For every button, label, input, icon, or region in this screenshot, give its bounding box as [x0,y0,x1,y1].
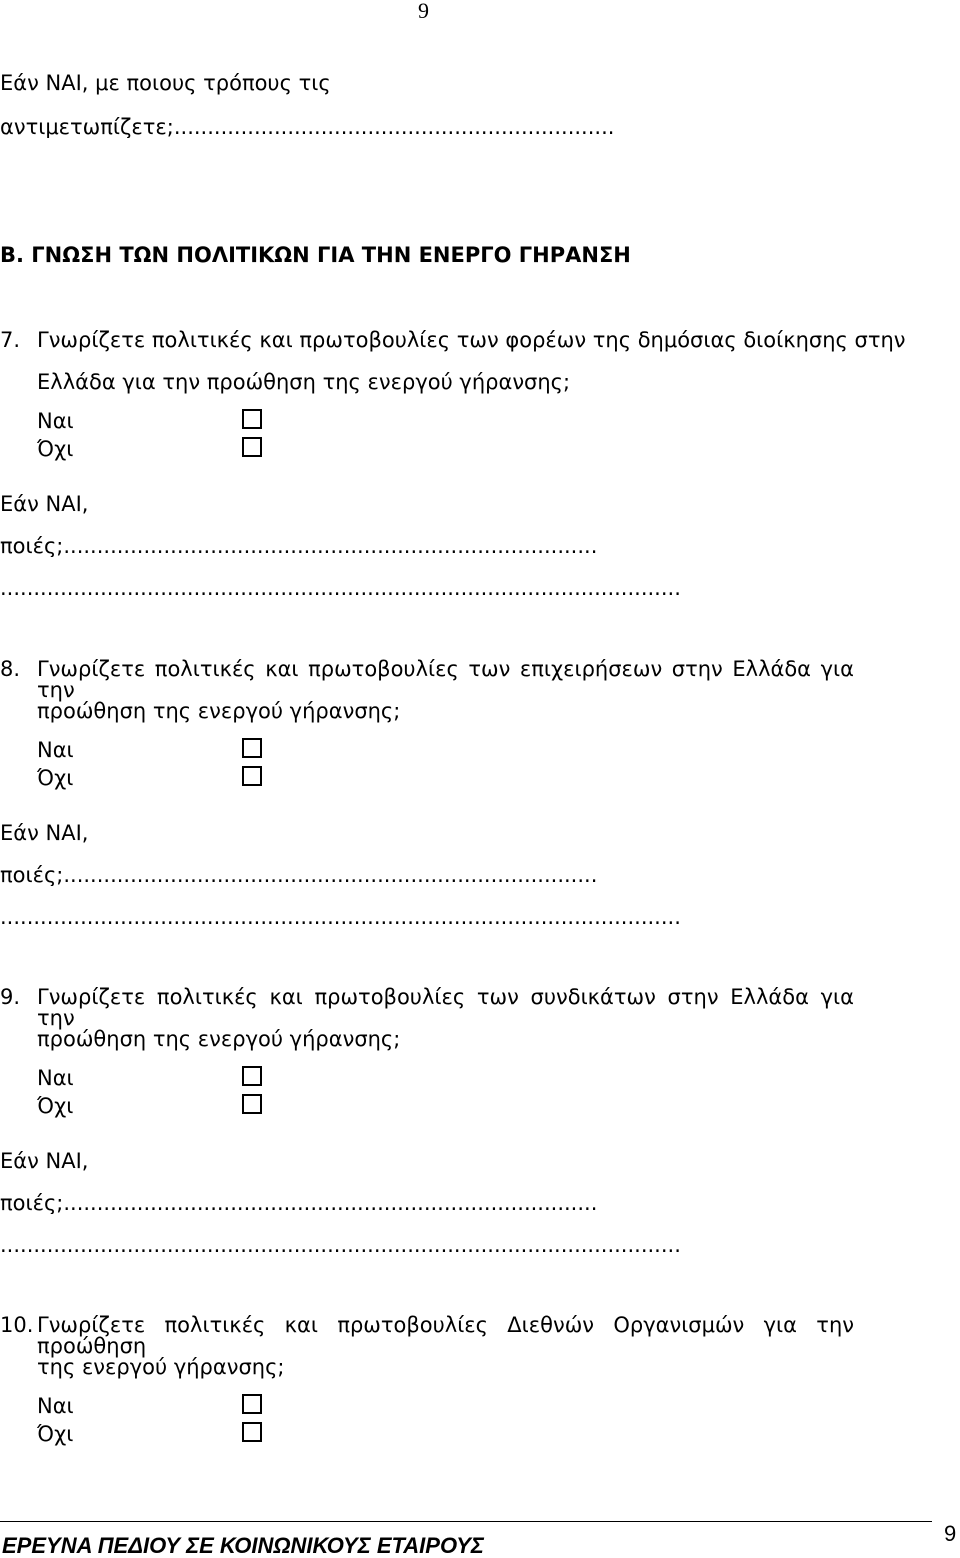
q8-yes-checkbox[interactable] [242,738,262,758]
q7-option-no-label: Όχι [37,437,74,461]
q10-option-no-label: Όχι [37,1422,74,1446]
q9-number: 9. [0,985,21,1009]
q8-answer-dots[interactable]: ...................................................................................................... [0,907,681,928]
q7-yes-checkbox[interactable] [242,409,262,429]
page-number-top: 9 [418,0,429,23]
q10-yes-checkbox[interactable] [242,1394,262,1414]
q8-option-no-label: Όχι [37,766,74,790]
q10-number: 10. [0,1313,34,1337]
q9-if-yes: Εάν ΝΑΙ, [0,1149,89,1173]
q9-which-field[interactable]: ποιές;................................................................................ [0,1193,598,1214]
q7-which-field[interactable]: ποιές;................................................................................ [0,536,598,557]
q10-text-line-1: Γνωρίζετε πολιτικές και πρωτοβουλίες Διεθνών Οργανισμών για την προώθηση [37,1313,854,1358]
q7-option-yes-label: Ναι [37,409,74,433]
q9-text-line-1: Γνωρίζετε πολιτικές και πρωτοβουλίες των συνδικάτων στην Ελλάδα για την [37,985,854,1030]
q8-if-yes: Εάν ΝΑΙ, [0,821,89,845]
q10-no-checkbox[interactable] [242,1422,262,1442]
section-title: Β. ΓΝΩΣΗ ΤΩΝ ΠΟΛΙΤΙΚΩΝ ΓΙΑ ΤΗΝ ΕΝΕΡΓΟ ΓΗΡΑΝΣΗ [0,243,631,267]
q10-text-line-2: της ενεργού γήρανσης; [37,1355,285,1379]
q7-text-line-2: Ελλάδα για την προώθηση της ενεργού γήρανσης; [37,370,571,394]
q9-no-checkbox[interactable] [242,1094,262,1114]
q9-yes-checkbox[interactable] [242,1066,262,1086]
q7-answer-dots[interactable]: ...................................................................................................... [0,578,681,599]
intro-line-1: Εάν ΝΑΙ, με ποιους τρόπους τις [0,71,331,95]
q9-option-no-label: Όχι [37,1094,74,1118]
q10-option-yes-label: Ναι [37,1394,74,1418]
q7-if-yes: Εάν ΝΑΙ, [0,492,89,516]
q9-option-yes-label: Ναι [37,1066,74,1090]
intro-line-2: αντιμετωπίζετε;.................................................................. [0,117,615,138]
q8-text-line-1: Γνωρίζετε πολιτικές και πρωτοβουλίες των επιχειρήσεων στην Ελλάδα για την [37,657,854,702]
q8-which-field[interactable]: ποιές;................................................................................ [0,865,598,886]
q7-number: 7. [0,328,21,352]
q9-answer-dots[interactable]: ...................................................................................................... [0,1235,681,1256]
q8-no-checkbox[interactable] [242,766,262,786]
footer-page-number: 9 [944,1521,957,1546]
footer-divider [0,1521,932,1522]
q8-text-line-2: προώθηση της ενεργού γήρανσης; [37,699,401,723]
q7-no-checkbox[interactable] [242,437,262,457]
footer-title: ΕΡΕΥΝΑ ΠΕΔΙΟΥ ΣΕ ΚΟΙΝΩΝΙΚΟΥΣ ΕΤΑΙΡΟΥΣ [2,1533,484,1558]
q9-text-line-2: προώθηση της ενεργού γήρανσης; [37,1027,401,1051]
q8-number: 8. [0,657,21,681]
q7-text-line-1: Γνωρίζετε πολιτικές και πρωτοβουλίες των φορέων της δημόσιας διοίκησης στην [37,328,906,352]
q8-option-yes-label: Ναι [37,738,74,762]
